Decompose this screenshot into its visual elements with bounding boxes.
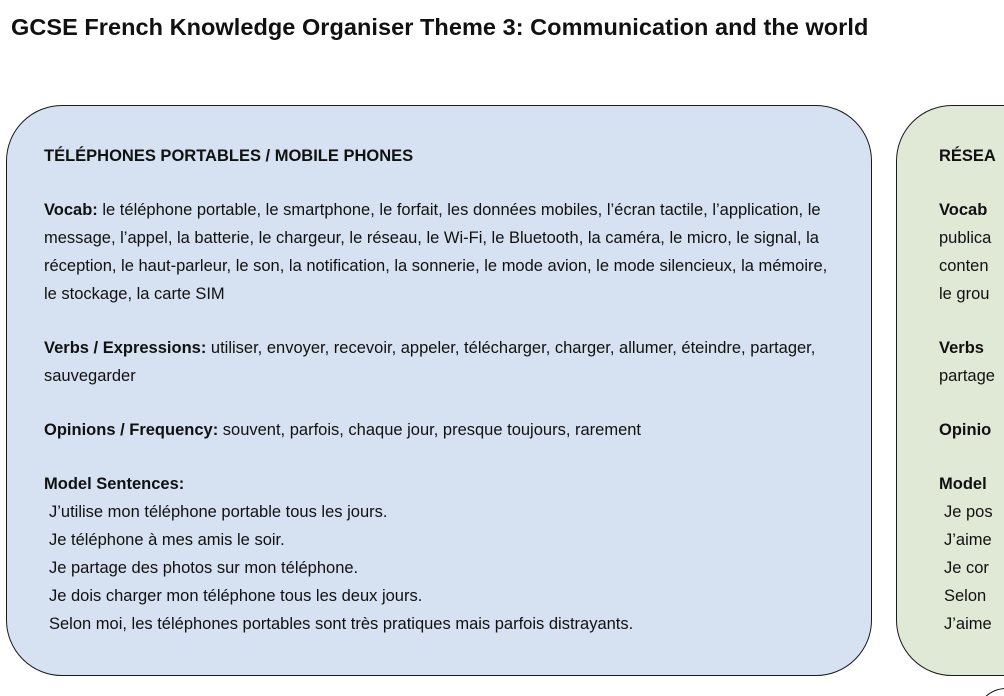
- model-sentence: Je cor: [944, 559, 989, 577]
- model-sentence: Selon moi, les téléphones portables sont très pratiques mais parfois distrayants.: [49, 615, 634, 633]
- model-sentences-section: [44, 470, 844, 638]
- model-sentence: Selon: [944, 587, 987, 605]
- vocab-section: [939, 196, 1004, 308]
- vocab-label: Vocab: [939, 201, 988, 219]
- vocab-text: le téléphone portable, le smartphone, le forfait, les données mobiles, l’écran tactile, l’application, le message, l’appel, la batterie, le chargeur, le réseau, le Wi-Fi, le Bluetooth, la caméra, le micro, le signal, la réception, le haut-parleur, le son, la notification, la sonnerie, le mode avion, le mode silencieux, la mémoire, le stockage, la carte SIM: [44, 201, 828, 303]
- verbs-section: [939, 334, 1004, 390]
- vocab-section: [44, 196, 844, 308]
- next-card-edge: [976, 688, 1004, 696]
- opinions-section: [44, 416, 844, 444]
- vocab-line: publica: [939, 229, 992, 247]
- verbs-label: Verbs / Expressions:: [44, 339, 207, 357]
- social-networks-card: [896, 105, 1004, 676]
- card-heading: RÉSEA: [939, 147, 996, 165]
- page-title: GCSE French Knowledge Organiser Theme 3: Communication and the world: [11, 14, 869, 40]
- opinions-label: Opinions / Frequency:: [44, 421, 219, 439]
- verbs-text: utiliser, envoyer, recevoir, appeler, télécharger, charger, allumer, éteindre, partager, sauvegarder: [44, 339, 816, 385]
- card-heading: TÉLÉPHONES PORTABLES / MOBILE PHONES: [44, 147, 414, 165]
- model-sentence: J’utilise mon téléphone portable tous les jours.: [49, 503, 388, 521]
- model-sentence: Je dois charger mon téléphone tous les deux jours.: [49, 587, 423, 605]
- opinions-text: souvent, parfois, chaque jour, presque toujours, rarement: [218, 421, 642, 439]
- model-sentences-section: [939, 470, 1004, 638]
- opinions-label: Opinio: [939, 421, 992, 439]
- opinions-section: [939, 416, 1004, 444]
- model-sentences-label: Model Sentences:: [44, 475, 185, 493]
- social-networks-content: [939, 142, 1004, 664]
- model-sentences-label: Model: [939, 475, 987, 493]
- vocab-line: le grou: [939, 285, 990, 303]
- mobile-phones-content: [44, 142, 844, 664]
- mobile-phones-card: [6, 105, 872, 676]
- verbs-line: partage: [939, 367, 995, 385]
- model-sentence: Je téléphone à mes amis le soir.: [49, 531, 285, 549]
- model-sentence: Je partage des photos sur mon téléphone.: [49, 559, 359, 577]
- vocab-label: Vocab:: [44, 201, 98, 219]
- verbs-label: Verbs: [939, 339, 984, 357]
- verbs-section: [44, 334, 844, 390]
- model-sentence: J’aime: [944, 615, 992, 633]
- model-sentence: J’aime: [944, 531, 992, 549]
- model-sentence: Je pos: [944, 503, 993, 521]
- vocab-line: conten: [939, 257, 989, 275]
